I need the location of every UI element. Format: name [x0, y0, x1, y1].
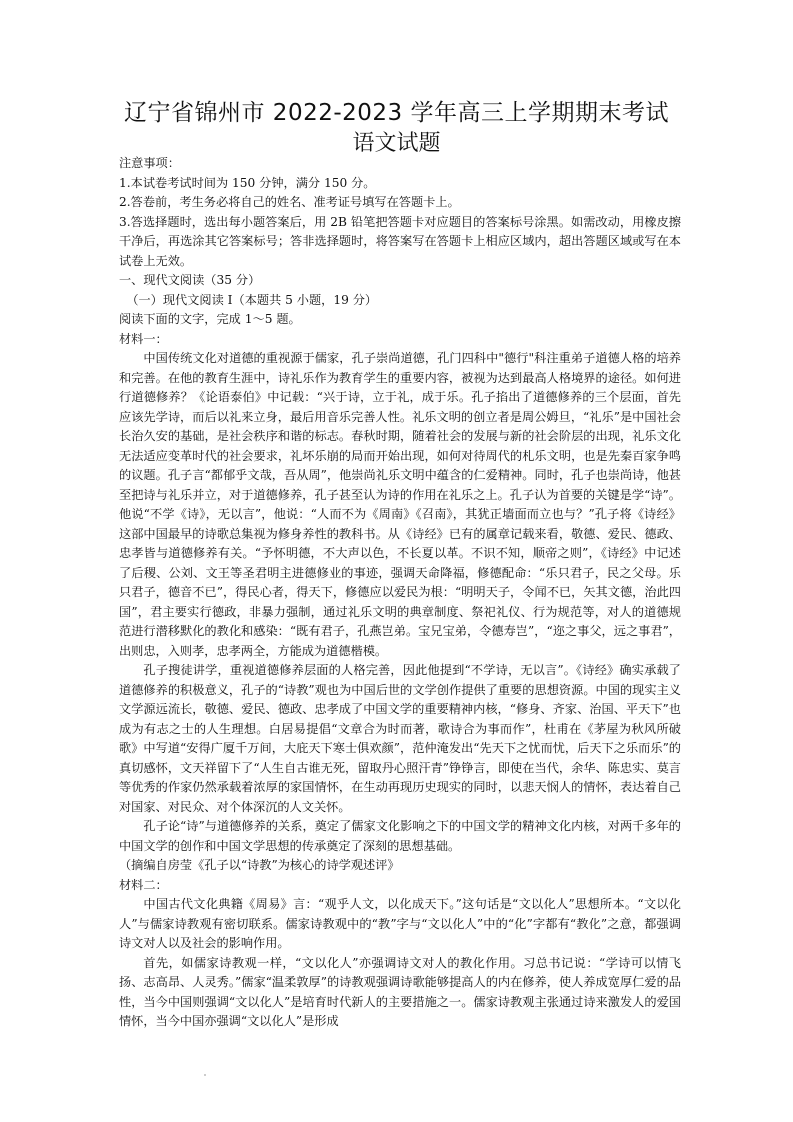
- scan-speck: [204, 1074, 206, 1076]
- subsection-heading: （一）现代文阅读 I（本题共 5 小题，19 分）: [126, 292, 378, 307]
- exam-subtitle: 语文试题: [352, 131, 441, 156]
- material-one-paragraph: 孔子论“诗”与道德修养的关系，奠定了儒家文化影响之下的中国文学的精神文化内核，对两千多年的中国文学的创作和中国文学思想的传承奠定了深刻的思想基础。: [119, 819, 681, 853]
- material-one-paragraph: 孔子搜徒讲学，重视道德修养层面的人格完善，因此他提到“不学诗，无以言”。《诗经》确实承载了道德修养的积极意义，孔子的“诗教”观也为中国后世的文学创作提供了重要的思想资源。中国的现实主义文学源远流长，敬德、爱民、德政、忠孝成了中国文学的重要精神内核，“修身、齐家、治国、平天下”也成为有志之士的人生理想。白居易提倡“文章合为时而著，歌诗合为事而作”，杜甫在《茅屋为秋风所破歌》中写道“安得广厦千万间，大庇天下寒士俱欢颜”，范仲淹发出“先天下之忧而忧，后天下之乐而乐”的真切感怀，文天祥留下了“人生自古谁无死，留取丹心照汗青”铮铮言，即使在当代，余华、陈忠实、莫言等优秀的作家仍然承载着浓厚的家国情怀，在生动再现历史现实的同时，以悲天悯人的情怀，表达着自己对国家、对民众、对个体深沉的人文关怀。: [119, 663, 681, 814]
- notice-item: 1.本试卷考试时间为 150 分钟，满分 150 分。: [119, 175, 376, 190]
- notice-item: 3.答选择题时，选出每小题答案后，用 2B 铅笔把答题卡对应题目的答案标号涂黑。如需改动，用橡皮擦干净后，再选涂其它答案标号；答非选择题时，将答案写在答题卡上相应区域内，超出答题区域或写在本试卷上无效。: [119, 214, 681, 268]
- material-two-label: 材料二：: [119, 877, 168, 892]
- material-one-paragraph: 中国传统文化对道德的重视源于儒家，孔子崇尚道德，孔门四科中"德行"科注重弟子道德人格的培养和完善。在他的教育生涯中，诗礼乐作为教育学生的重要内容，被视为达到最高人格境界的途径。如何进行道德修养？《论语泰伯》中记载：“兴于诗，立于礼，成于乐。孔子掐出了道德修养的三个层面，首先应该先学诗，而后以礼来立身，最后用音乐完善人性。礼乐文明的创立者是周公姆旦，“礼乐”是中国社会长治久安的基础，是社会秩序和谐的标志。春秋时期，随着社会的发展与新的社会阶层的出现，礼乐文化无法适应变革时代的社会要求，礼坏乐崩的局而开始出现，如何对待周代的札乐文明，也是先秦百家争鸣的议题。孔子言“都郁乎文哉，吾从周”，他崇尚礼乐文明中蕴含的仁爱精神。同时，孔子也崇尚诗，他甚至把诗与礼乐并立，对于道德修养，孔子甚至认为诗的作用在礼乐之上。孔子认为首要的关键是学“诗”。他说“不学《诗》，无以言”，他说：“人而不为《周南》《召南》，其犹正墙面而立也与？”孔子将《诗经》这部中国最早的诗歌总集视为修身养性的教科书。从《诗经》已有的属章记载来看，敬德、爱民、德政、忠孝皆与道德修养有关。“予怀明德，不大声以色，不长夏以革。不识不知，顺帝之则”，《诗经》中记述了后稷、公刘、文王等圣君明主进德修业的事迹，强调天命降福，修德配命：“乐只君子，民之父母。乐只君子，德音不已”，得民心者，得天下，修德应以爱民为根：“明明天子，令闻不已，矢其文德，治此四国”，君主要实行德政，非暴力强制，通过礼乐文明的典章制度、祭祀礼仪、行为规范等，对人的道德规范进行潜移默化的教化和感染：“既有君子，孔燕岂弟。宝兄宝弟，令德寿岂”，“迩之事父，远之事君”，出则忠，入则孝，忠孝两全，方能成为道德楷模。: [119, 351, 681, 658]
- material-one-label: 材料一：: [119, 331, 168, 346]
- material-two-paragraph: 首先，如儒家诗教观一样，“文以化人”亦强调诗文对人的教化作用。习总书记说：“学诗可以情飞扬、志高昂、人灵秀。”儒家“温柔敦厚”的诗教观强调诗歌能够提高人的内在修养，使人养成宽厚仁爱的品性，当今中国则强调“文以化人”是培育时代新人的主要措施之一。儒家诗教观主张通过诗来激发人的爱国情怀，当今中国亦强调“文以化人”是形成: [119, 955, 681, 1028]
- reading-instruction: 阅读下面的文字，完成 1～5 题。: [119, 312, 301, 326]
- notice-heading: 注意事项：: [119, 156, 180, 170]
- notice-item: 2.答卷前，考生务必将自己的姓名、准考证号填写在答题卡上。: [119, 195, 460, 209]
- section-heading: 一、现代文阅读（35 分）: [119, 273, 261, 287]
- material-one-source: （摘编自房莹《孔子以“诗教”为核心的诗学观述评》: [119, 858, 400, 872]
- document-body: [119, 154, 681, 1032]
- material-two-paragraph: 中国古代文化典籍《周易》言：“观乎人文，以化成天下。”这句话是“文以化人”思想所本。“文以化人”与儒家诗教观有密切联系。儒家诗教观中的“教”字与“文以化人”中的“化”字都有“教化”之意，都强调诗文对人以及社会的影响作用。: [119, 897, 681, 950]
- exam-title: 辽宁省锦州市 2022-2023 学年高三上学期期末考试: [124, 100, 669, 126]
